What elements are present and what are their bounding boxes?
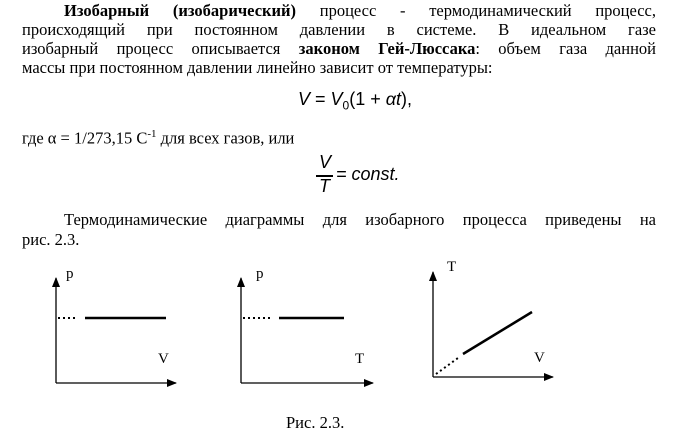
diagram-1-y-label: p bbox=[66, 266, 74, 282]
law-gay-lussac: законом Гей-Люссака bbox=[298, 39, 476, 58]
formula-v-lhs: V bbox=[298, 89, 311, 109]
diagram-p-v bbox=[56, 266, 176, 383]
paragraph-1-line-2: происходящий при постоянном давлении в системе. В идеальном газе bbox=[22, 20, 656, 39]
paragraph-1-line-3-post: : объем газа данной bbox=[475, 39, 656, 58]
paragraph-2-line-2: рис. 2.3. bbox=[22, 230, 80, 249]
figure-caption: Рис. 2.3. bbox=[286, 413, 345, 432]
diagram-3-dotted-guide bbox=[436, 358, 458, 374]
paragraph-1-line-1-rest: процесс - термодинамический процесс, bbox=[296, 1, 656, 20]
paragraph-1-line-4: массы при постоянном давлении линейно зависит от температуры: bbox=[22, 58, 493, 77]
formula-fraction-denominator: T bbox=[319, 176, 330, 196]
formula-paren-close: ), bbox=[401, 89, 413, 109]
diagram-2-x-label: T bbox=[355, 351, 365, 367]
diagram-2-y-label: p bbox=[256, 266, 264, 282]
diagram-p-t bbox=[241, 266, 373, 383]
diagram-3-isobar-line bbox=[463, 312, 532, 354]
formula-alpha-t: αt bbox=[385, 89, 402, 109]
diagram-3-y-label: T bbox=[447, 259, 457, 275]
alpha-exponent: -1 bbox=[147, 128, 157, 140]
formula-const: = const. bbox=[336, 164, 400, 184]
formula-v0: V bbox=[330, 89, 343, 109]
alpha-definition: где α = 1/273,15 С bbox=[22, 128, 148, 148]
paragraph-2-line-1: Термодинамические диаграммы для изобарного процесса приведены на bbox=[64, 210, 656, 229]
diagram-t-v bbox=[433, 259, 553, 377]
formula-paren-open: (1 + bbox=[349, 89, 386, 109]
term-isobaric: Изобарный (изобарический) bbox=[64, 1, 297, 20]
diagram-3-x-label: V bbox=[534, 350, 545, 366]
formula-equals: = bbox=[310, 89, 331, 109]
paragraph-1-line-3-pre: изобарный процесс описывается bbox=[22, 39, 299, 58]
diagram-1-x-label: V bbox=[158, 351, 169, 367]
alpha-line-post: для всех газов, или bbox=[156, 128, 295, 148]
formula-fraction-numerator: V bbox=[319, 152, 332, 172]
formula-subscript-zero: 0 bbox=[342, 98, 350, 113]
